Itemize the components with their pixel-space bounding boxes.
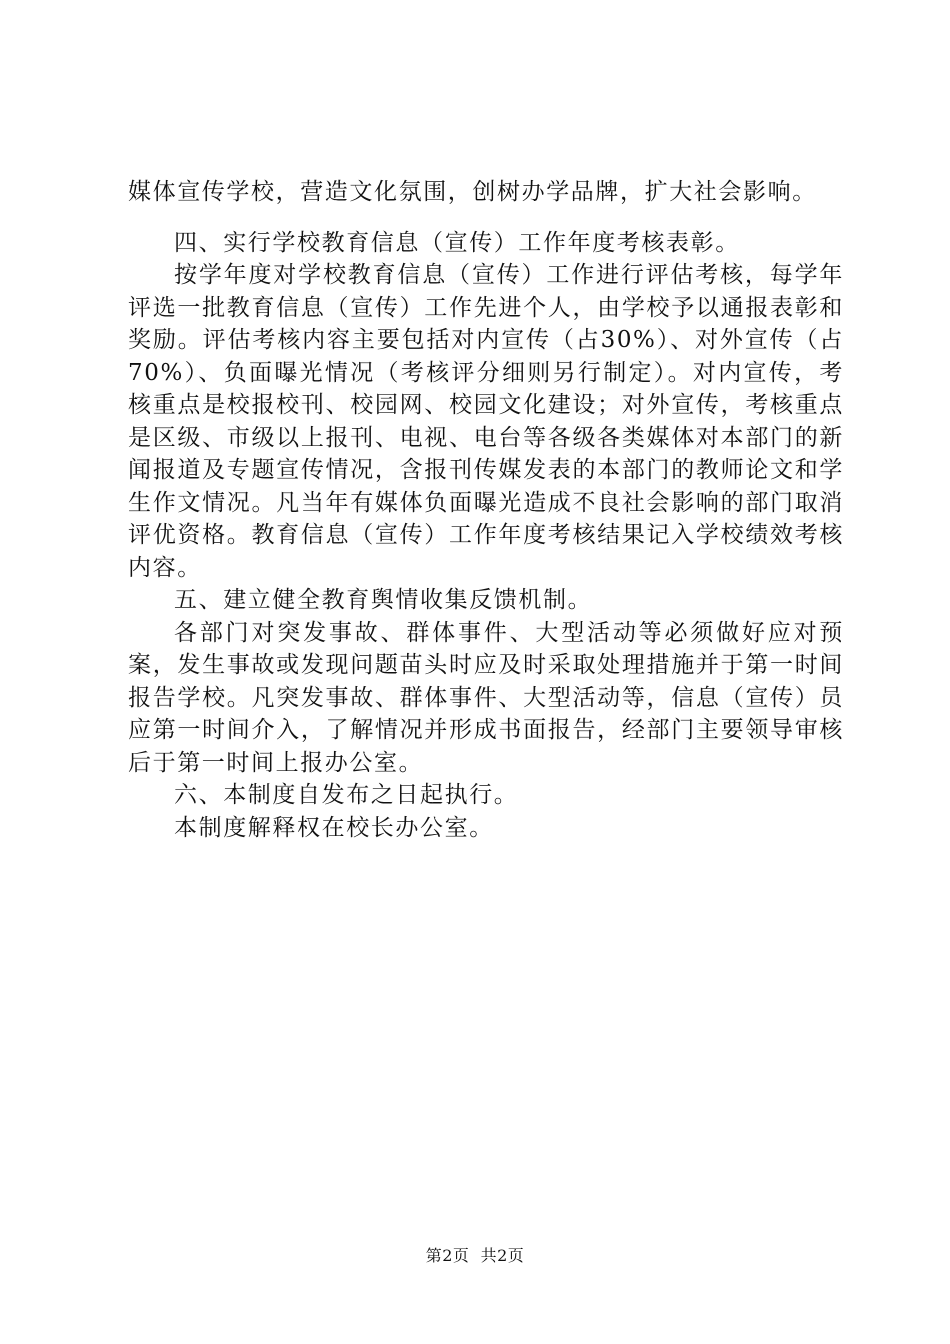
section-heading-5: 五、建立健全教育舆情收集反馈机制。: [174, 587, 593, 613]
document-body: [128, 176, 844, 844]
paragraph-feedback: 各部门对突发事故、群体事件、大型活动等必须做好应对预案，发生事故或发现问题苗头时应及时采取处理措施并于第一时间报告学校。凡突发事故、群体事件、大型活动等，信息（宣传）员应第一时间介入，了解情况并形成书面报告，经部门主要领导审核后于第一时间上报办公室。: [128, 619, 844, 776]
paragraph-assessment: 按学年度对学校教育信息（宣传）工作进行评估考核，每学年评选一批教育信息（宣传）工作先进个人，由学校予以通报表彰和奖励。评估考核内容主要包括对内宣传（占30%）、对外宣传（占70%）、负面曝光情况（考核评分细则另行制定）。对内宣传，考核重点是校报校刊、校园网、校园文化建设；对外宣传，考核重点是区级、市级以上报刊、电视、电台等各级各类媒体对本部门的新闻报道及专题宣传情况，含报刊传媒发表的本部门的教师论文和学生作文情况。凡当年有媒体负面曝光造成不良社会影响的部门取消评优资格。教育信息（宣传）工作年度考核结果记入学校绩效考核内容。: [128, 262, 844, 581]
page-footer: [0, 1243, 950, 1266]
paragraph-interpretation: 本制度解释权在校长办公室。: [174, 814, 494, 841]
section-heading-4: 四、实行学校教育信息（宣传）工作年度考核表彰。: [174, 229, 740, 256]
paragraph-continuation: 媒体宣传学校，营造文化氛围，创树办学品牌，扩大社会影响。: [128, 179, 817, 205]
page-number: 第2页 共2页: [425, 1246, 525, 1265]
section-heading-6: 六、本制度自发布之日起执行。: [174, 782, 519, 808]
